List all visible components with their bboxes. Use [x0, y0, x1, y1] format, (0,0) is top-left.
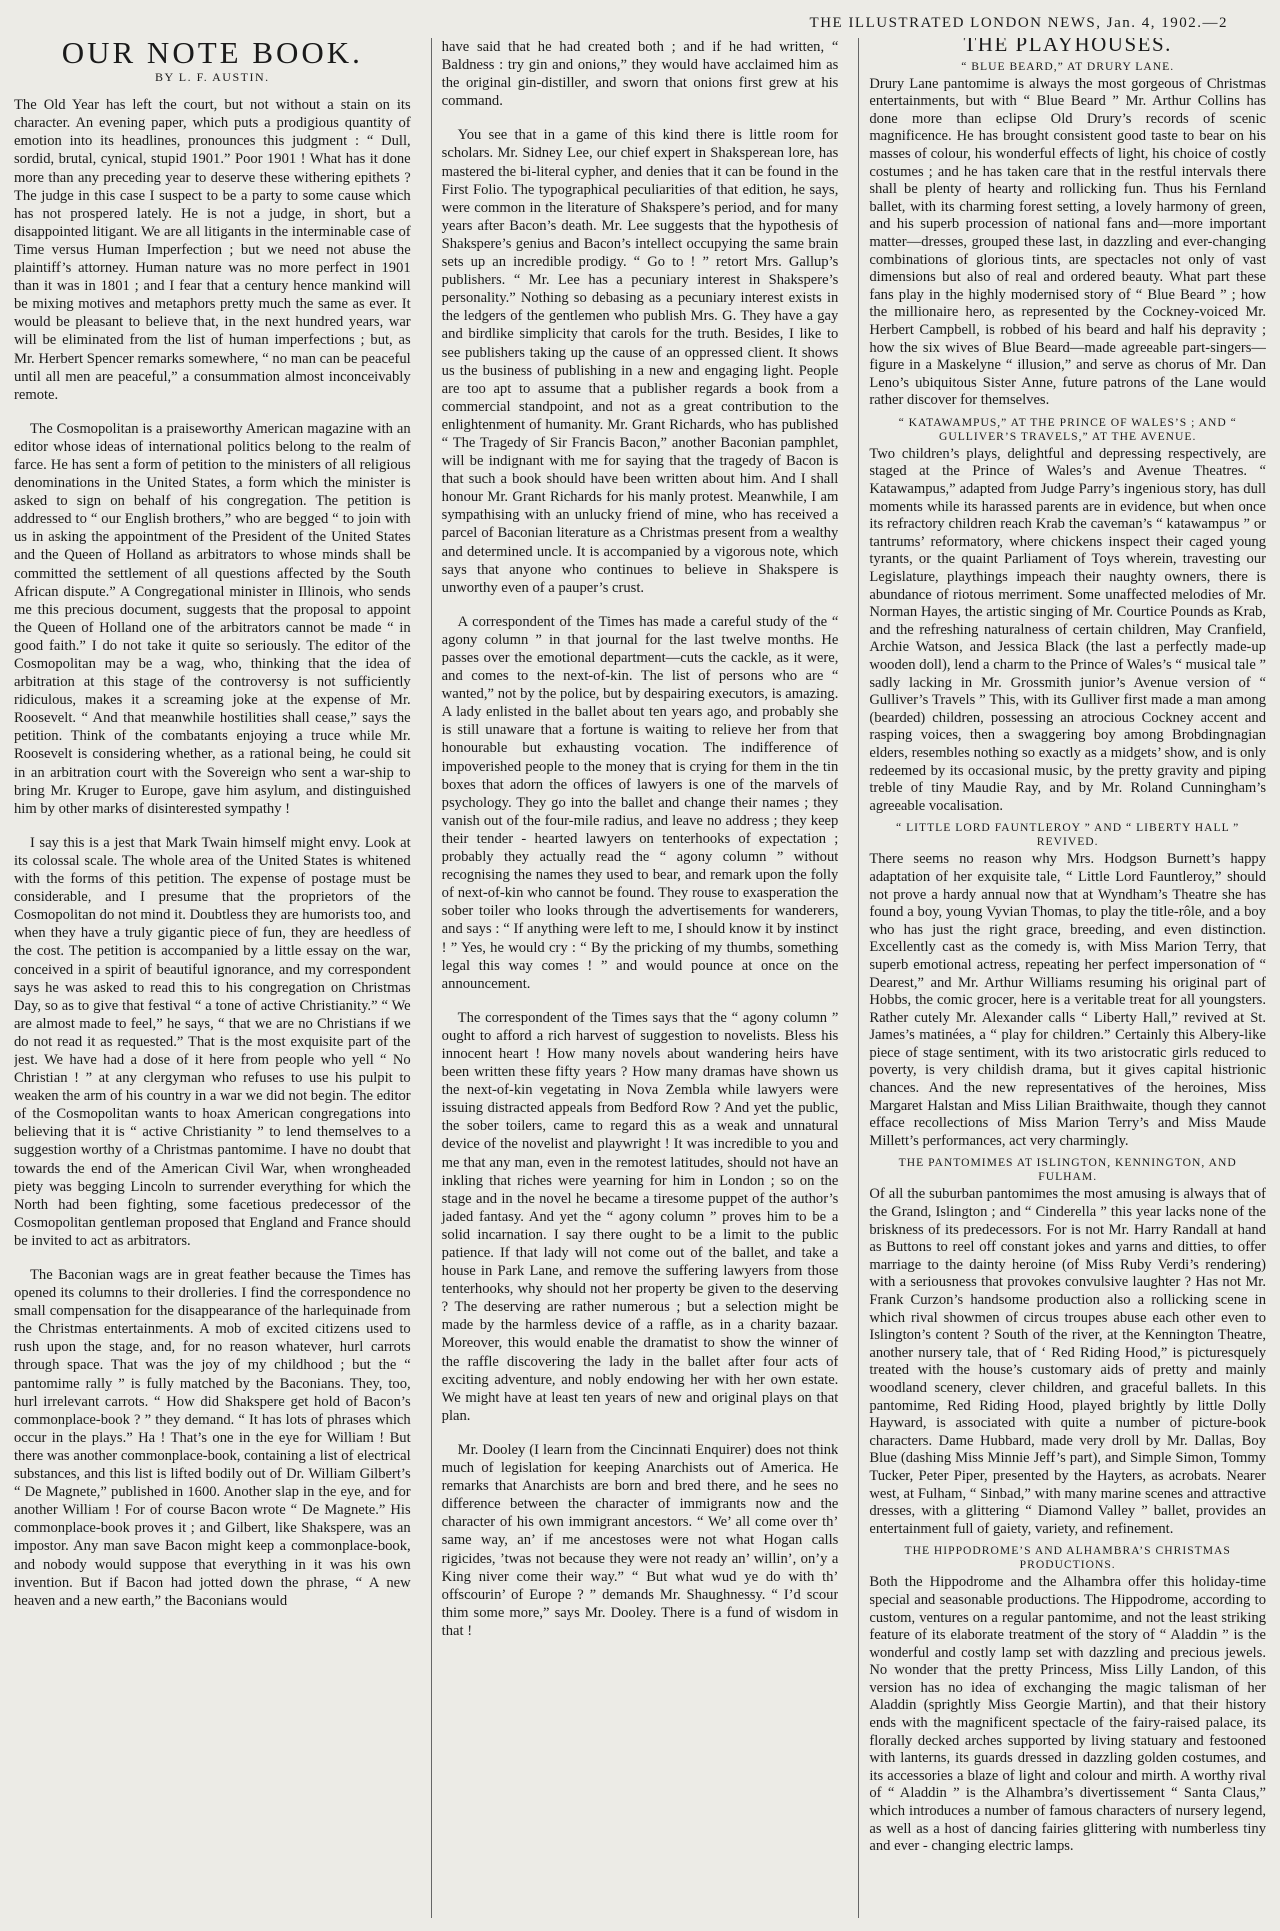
masthead: THE ILLUSTRATED LONDON NEWS, Jan. 4, 1902.—2: [809, 15, 1228, 31]
paragraph: The Baconian wags are in great feather because the Times has opened its columns to their drolleries. I find the correspondence no small compensation for the disappearance of the harlequinade from the Christmas entertainments. A mob of excited citizens used to rush upon the stage, and, for no reason whatever, hurl carrots through space. That was the joy of my childhood ; but the “ pantomime rally ” is fully matched by the Baconians. They, too, hurl irrelevant carrots. “ How did Shakspere get hold of Bacon’s commonplace-book ? ” they demand. “ It has lots of phrases which occur in the plays.” Ha ! That’s one in the eye for William ! But there was another commonplace-book, containing a list of electrical substances, and this list is lifted bodily out of Dr. William Gilbert’s “ De Magnete,” published in 1600. Another slap in the eye, and for another William ! For of course Bacon wrote “ De Magnete.” His commonplace-book proves it ; and Gilbert, like Shakspere, was an impostor. Any man save Bacon might keep a commonplace-book, and nobody would suppose that everything in it was his own invention. But if Bacon had jotted down the phrase, “ A new heaven and a new earth,” the Baconians would: [14, 1267, 411, 1609]
paragraph: have said that he had created both ; and if he had written, “ Baldness : try gin and onions,” they would have acclaimed him as the original gin-distiller, and sworn that onions first grew at his command.: [441, 39, 839, 110]
section-heading: “ BLUE BEARD,” AT DRURY LANE.: [961, 59, 1175, 73]
section-text: There seems no reason why Mrs. Hodgson Burnett’s happy adaptation of her exquisite tale, “ Little Lord Fauntleroy,” should not prove a hardy annual now that at Wyndham’s Theatre she has found a boy, young Vyvian Thomas, to play the title-rôle, and a boy who has just the right grace, breeding, and even distinction. Excellently cast as the comedy is, with Miss Marion Terry, that superb emotional actress, repeating her perfect impersonation of “ Dearest,” and Mr. Arthur Williams resuming his original part of Hobbs, the comic grocer, here is a veritable treat for all youngsters. Rather cutely Mr. Alexander calls “ Liberty Hall,” revived at St. James’s matinées, a “ play for children.” Certainly this Albery-like piece of stage sentiment, with its two aristocratic girls reduced to poverty, is very childish drama, but it gives capital histrionic chances. And the new representatives of the heroines, Miss Margaret Halstan and Miss Lilian Braithwaite, though they cannot efface recollections of Miss Marion Terry’s and Miss Maude Millett’s performances, act very charmingly.: [869, 851, 1267, 1149]
columns: [14, 38, 1266, 1918]
paragraph: The correspondent of the Times says that the “ agony column ” ought to afford a rich harvest of suggestion to novelists. Bless his innocent heart ! How many novels about wandering heirs have been written these fifty years ? How many dramas have shown us the next-of-kin vegetating in Nova Zembla while lawyers were issuing distracted appeals from Bedford Row ? And yet the public, the sober toilers, came to regard this as a weak and unnatural device of the novelist and playwright ! It was incredible to you and me that any man, even in the remotest latitudes, should not have an inkling that riches were yearning for him in London ; so on the stage and in the novel he became a tiresome puppet of the author’s jaded fantasy. And yet the “ agony column ” proves him to be a solid incarnation. I say there ought to be a limit to the public patience. If that lady will not come out of the ballet, and take a house in Park Lane, and remove the suffering lawyers from those tenterhooks, why should not her property be given to the deserving ? The deserving are rather numerous ; but a selection might be made by the harmless device of a raffle, as in a charity bazaar. Moreover, this would enable the dramatist to show the winner of the raffle discovering the lady in the ballet after four acts of exciting adventure, and nobly endowing her with her own estate. We might have at least ten years of new and original plays on that plan.: [441, 1009, 839, 1424]
paragraph: The Cosmopolitan is a praiseworthy American magazine with an editor whose ideas of international politics belong to the realm of farce. He has sent a form of petition to the ministers of all religious denominations in the United States, a form which the minister is asked to sign on behalf of his congregation. The petition is addressed to “ our English brothers,” who are begged “ to join with us in asking the appointment of the President of the United States and the Queen of Holland as arbitrators to whose minds shall be committed the settlement of all questions affected by the South African dispute.” A Congregational minister in Illinois, who sends me this precious document, suggests that the proposal to appoint the Queen of Holland one of the arbitrators cannot be made “ in good faith.” I do not take it quite so seriously. The editor of the Cosmopolitan may be a wag, who, thinking that the idea of arbitration at this stage of the controversy is not sufficiently ridiculous, makes it a screaming joke at the expense of Mr. Roosevelt. “ And that meanwhile hostilities shall cease,” says the petition. Think of the combatants enjoying a truce while Mr. Roosevelt is considering whether, as a rational being, he could sit in an arbitration court with the Sovereign who sent a war-ship to bring Mr. Kruger to Europe, gave him asylum, and distinguished him by other marks of disinterested sympathy !: [14, 420, 411, 817]
paragraph: Mr. Dooley (I learn from the Cincinnati Enquirer) does not think much of legislation for keeping Anarchists out of America. He remarks that Anarchists are born and bred there, and he sees no difference between the character of immigrants now and the character of his own immigrant ancestors. “ We’ all come over th’ same way, an’ if me ancestoses were not what Hogan calls rigicides, ’twas not because they were not ready an’ willin’, on’y a King niver come their way.” “ But what wud ye do with th’ offscourin’ of Europe ? ” demands Mr. Shaughnessy. “ I’d scour thim some more,” says Mr. Dooley. There is a fund of wisdom in that !: [441, 1441, 839, 1639]
paragraph: A correspondent of the Times has made a careful study of the “ agony column ” in that journal for the last twelve months. He passes over the emotional department—cuts the cackle, as it were, and comes to the next-of-kin. The list of persons who are “ wanted,” not by the police, but by despairing executors, is amazing. A lady enlisted in the ballet about ten years ago, and probably she is still unaware that a fortune is waiting to relieve her from that honourable but exhausting vocation. The indifference of impoverished people to the money that is crying for them in the tin boxes that adorn the offices of lawyers is one of the marvels of psychology. They go into the ballet and change their names ; they vanish out of the four-mile radius, and leave no address ; they keep their tender - hearted lawyers on tenterhooks of expectation ; probably they actually read the “ agony column ” without recognising the names they used to bear, and remark upon the folly of next-of-kin who cannot be found. They rouse to exasperation the sober toiler who looks through the advertisements for wanderers, and says : “ If anything were left to me, I should know it by instinct ! ” Yes, he would cry : “ By the pricking of my thumbs, something legal this way comes ! ” and would pounce at once on the announcement.: [441, 613, 839, 992]
column-1: [14, 38, 411, 1918]
section-heading: THE HIPPODROME’S AND ALHAMBRA’S CHRISTMAS PRODUCTIONS.: [904, 1544, 1231, 1572]
column-2: [431, 38, 839, 1918]
note-book-title: OUR NOTE BOOK.: [61, 38, 363, 70]
byline: BY L. F. AUSTIN.: [155, 70, 270, 85]
playhouses-title: THE PLAYHOUSES.: [963, 38, 1172, 56]
paragraph: I say this is a jest that Mark Twain himself might envy. Look at its colossal scale. The whole area of the United States is whitened with the forms of this petition. The expense of postage must be considerable, and I presume that the proprietors of the Cosmopolitan do not mind it. Doubtless they are humorists too, and when they have a truly gigantic piece of fun, they are heedless of the cost. The petition is accompanied by a little essay on the war, conceived in a spirit of beautiful ignorance, and my correspondent says he was asked to read this to his congregation on Christmas Day, so as to give that festival “ a tone of active Christianity.” “ We are almost made to feel,” he says, “ that we are no Christians if we do not read it as requested.” That is the most exquisite part of the jest. We have had a dose of it here from people who yell “ No Christian ! ” at any clergyman who refuses to use his pulpit to weaken the arm of his country in a war we did not begin. The editor of the Cosmopolitan wants to hoax American congregations into believing that it is “ active Christianity ” to lend themselves to a suggestion worthy of a Christmas pantomime. I have no doubt that towards the end of the American Civil War, when wrongheaded piety was begging Lincoln to surrender everything for which the North had been fighting, some facetious predecessor of the Cosmopolitan gentleman proposed that England and France should be invited to act as arbitrators.: [14, 834, 411, 1249]
paragraph: The Old Year has left the court, but not without a stain on its character. An evening paper, which puts a prodigious quantity of emotion into its headlines, pronounces this judgment : “ Dull, sordid, brutal, cynical, stupid 1901.” Poor 1901 ! What has it done more than any preceding year to deserve these withering epithets ? The judge in this case I suspect to be a party to some cause which has not prospered lately. He is not a judge, in short, but a disappointed litigant. We are all litigants in the interminable case of Time versus Human Imperfection ; but we need not abuse the plaintiff’s attorney. Human nature was no more perfect in 1901 than it was in 1801 ; and I fear that a century hence mankind will be mixing motives and metaphors pretty much the same as ever. It would be pleasant to believe that, in the next hundred years, war will be eliminated from the list of human imperfections ; but, as Mr. Herbert Spencer remarks somewhere, “ no man can be peaceful until all men are peaceful,” a consummation almost inconceivably remote.: [14, 97, 411, 403]
section-heading: THE PANTOMIMES AT ISLINGTON, KENNINGTON, AND FULHAM.: [898, 1156, 1237, 1184]
section-text: Two children’s plays, delightful and depressing respectively, are staged at the Prince of Wales’s and Avenue Theatres. “ Katawampus,” adapted from Judge Parry’s ingenious story, has dull moments while its harassed parents are in evidence, but when once its refractory children reach Krab the caveman’s “ katawampus ” or tantrums’ reformatory, where chickens inspect their caged young tyrants, or the quaint Parliament of Toys wherein, travesting our Legislature, playthings impeach their naughty owners, there is abundance of riotous merriment. Some unaffected melodies of Mr. Norman Hayes, the artistic singing of Mr. Courtice Pounds as Krab, and the refreshing naturalness of certain children, May Cranfield, Archie Watson, and Jessica Black (the last a perfectly made-up wooden doll), lend a charm to the Prince of Wales’s “ musical tale ” sadly lacking in Mr. Grossmith junior’s Avenue version of “ Gulliver’s Travels ” This, with its Gulliver first made a man among (bearded) children, possessing an atrocious Cockney accent and rasping voices, then a swaggering boy among Brobdingnagian elders, resembles nothing so exactly as a midgets’ show, and is only redeemed by its occasional music, by the pretty gravity and piping treble of tiny Maudie Ray, and by Mr. Roland Cunningham’s agreeable vocalisation.: [869, 445, 1267, 814]
column-3: [858, 38, 1266, 1918]
section-text: Both the Hippodrome and the Alhambra offer this holiday-time special and seasonable productions. The Hippodrome, according to custom, ventures on a regular pantomime, and not the least striking feature of its elaborate treatment of the story of “ Aladdin ” is the wonderful and costly lamp set with dazzling and precious jewels. No wonder that the pretty Princess, Miss Lilly Landon, of this version has no idea of exchanging the magic talisman of her Aladdin (sprightly Miss Georgie Martin), and that their history ends with the magnificent spectacle of the fairy-raised palace, its florally decked arches supported by living statuary and festooned with lanterns, its guards dressed in dazzling golden costumes, and its accessories a blaze of light and colour and mirth. A worthy rival of “ Aladdin ” is the Alhambra’s divertissement “ Santa Claus,” which introduces a number of famous characters of nursery legend, as well as a host of dancing fairies glittering with numberless tiny and ever - changing electric lamps.: [869, 1574, 1267, 1855]
paragraph: You see that in a game of this kind there is little room for scholars. Mr. Sidney Lee, our chief expert in Shaksperean lore, has mastered the bi-literal cypher, and denies that it can be found in the First Folio. The typographical peculiarities of that edition, he says, were common in the literature of Shakspere’s period, and for many years after Bacon’s death. Mr. Lee suggests that the hypothesis of Shakspere’s genius and Bacon’s intellect occupying the same brain sets up an incredible prodigy. “ Go to ! ” retort Mrs. Gallup’s publishers. “ Mr. Lee has a pecuniary interest in Shakspere’s personality.” Nothing so debasing as a pecuniary interest exists in the ledgers of the gentlemen who publish Mrs. G. They have a gay and birdlike simplicity that carols for the truth. Besides, I like to see publishers taking up the cause of an oppressed client. It shows us the business of publishing in a new and engaging light. People are too apt to assume that a publisher regards a book from a commercial standpoint, and not as a great contribution to the enlightenment of humanity. Mr. Grant Richards, who has published “ The Tragedy of Sir Francis Bacon,” another Baconian pamphlet, will be indignant with me for saying that the tragedy of Bacon is that such a book should have been written about him. And I shall honour Mr. Grant Richards for his manly protest. Meanwhile, I am sympathising with an unlucky friend of mine, who has received a parcel of Baconian literature as a Christmas present from a wealthy and determined uncle. It is accompanied by a vigorous note, which says that anyone who continues to believe in Shakspere is unworthy even of a pauper’s crust.: [441, 127, 839, 596]
section-heading: “ LITTLE LORD FAUNTLEROY ” AND “ LIBERTY HALL ” REVIVED.: [896, 821, 1240, 849]
section-text: Of all the suburban pantomimes the most amusing is always that of the Grand, Islington ; and “ Cinderella ” this year lacks none of the briskness of its predecessors. For is not Mr. Harry Randall at hand as Buttons to reel off constant jokes and yarns and ditties, to offer marriage to the dainty heroine (of Miss Ruby Verdi’s rendering) with a seriousness that provokes convulsive laughter ? Has not Mr. Frank Curzon’s handsome production also a rollicking scene in which rival showmen of circus troupes abuse each other even to Islington’s content ? South of the river, at the Kennington Theatre, another nursery tale, that of ‘ Red Riding Hood,” is picturesquely treated with the house’s customary aids of pretty and mainly woodland scenery, clever children, and graceful ballets. In this pantomime, Red Riding Hood, played brightly by little Dolly Hayward, is associated with quite a number of picture-book characters. Dame Hubbard, made very droll by Mr. Dallas, Boy Blue (dashing Miss Minnie Jeff’s part), and Simple Simon, Tommy Tucker, Peter Piper, presented by the Hayters, as acrobats. Nearer west, at Fulham, “ Sinbad,” with many marine scenes and attractive dresses, with a glittering “ Diamond Valley ” ballet, provides an entertainment full of gaiety, variety, and refinement.: [869, 1186, 1267, 1537]
section-heading: “ KATAWAMPUS,” AT THE PRINCE OF WALES’S ; AND “ GULLIVER’S TRAVELS,” AT THE AVENUE.: [898, 415, 1237, 443]
section-text: Drury Lane pantomime is always the most gorgeous of Christmas entertainments, but with “ Blue Beard ” Mr. Arthur Collins has done more than eclipse Old Drury’s records of scenic magnificence. He has brought consistent good taste to bear on his masses of colour, his wonderful effects of light, his choice of costly costumes ; and he has taken care that in the restful intervals there shall be plenty of hearty and rollicking fun. Thus his Fernland ballet, with its charming forest setting, a lovely harmony of green, and his superb procession of national fans and—more important matter—dresses, grouped these last, in dazzling and ever-changing combinations of glorious tints, are spectacles not only of vast dimensions but also of real and ordered beauty. What part these fans play in the highly modernised story of “ Blue Beard ” ; how the millionaire hero, as represented by the Cockney-voiced Mr. Herbert Campbell, is robbed of his beard and half his depravity ; how the six wives of Blue Beard—made agreeable part-singers—figure in a Maskelyne “ illusion,” and serve as chorus of Mr. Dan Leno’s ubiquitous Sister Anne, future patrons of the Lane would rather discover for themselves.: [869, 75, 1267, 409]
